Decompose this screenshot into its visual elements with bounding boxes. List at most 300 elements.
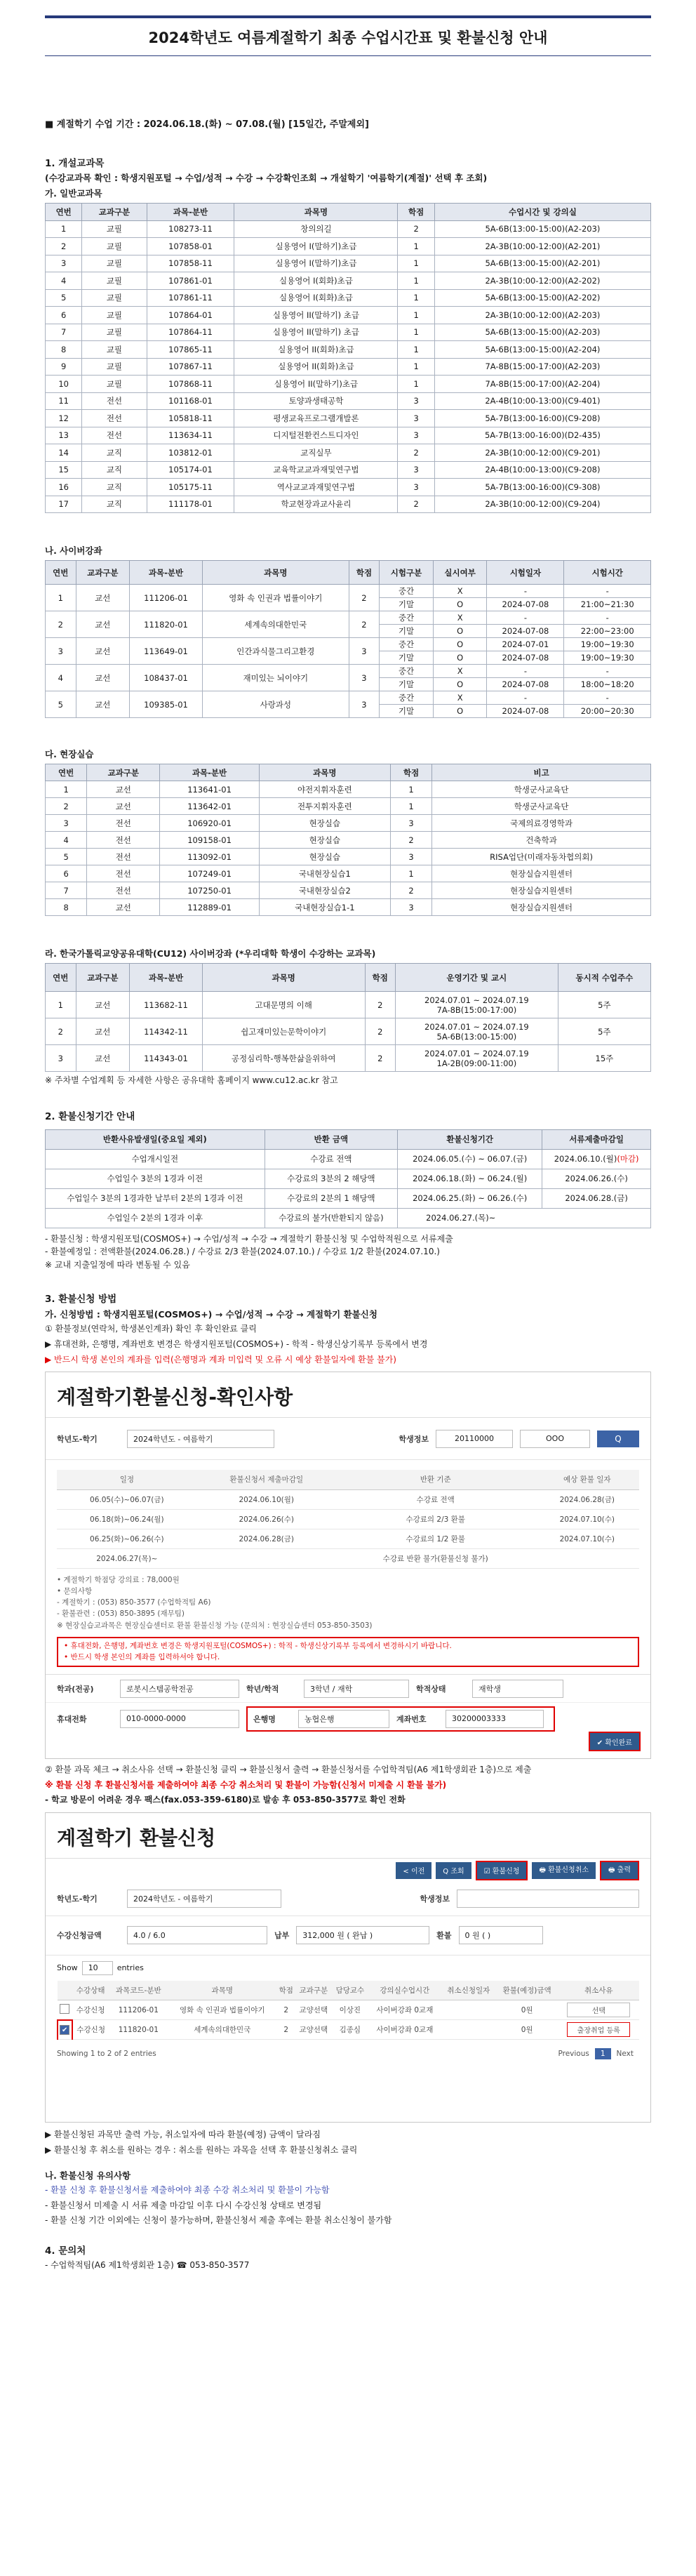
practice-cell: RISA업단(미래자동차협의회) [432,849,651,865]
page-1[interactable]: 1 [595,2048,611,2059]
year-label: 학년/학적 [246,1684,279,1694]
phone-label: 휴대전화 [57,1714,87,1724]
course-refund-col-header: 교과구분 [295,1981,332,2000]
course-refund-cell: 이상진 [332,2000,368,2020]
cu12-period-dates: 2024.07.01 ~ 2024.07.19 [424,995,529,1005]
general-cell: 3 [398,461,434,479]
panel-1-title: 계절학기환불신청-확인사항 [46,1372,650,1418]
cancel-reason-select[interactable]: 출장취업 등록 [567,2022,630,2037]
practice-cell: 107250-01 [160,882,259,899]
cyber-cell: X [433,691,487,705]
general-cell: 디지털전환컨스트디자인 [234,427,398,444]
schedule-col-header: 일정 [57,1470,197,1489]
cyber-cell: 2024-07-08 [487,651,564,665]
status-label: 학적상태 [416,1684,446,1694]
schedule-cell: 2024.07.10(수) [535,1529,639,1548]
practice-cell: 107249-01 [160,865,259,882]
practice-cell: 현장실습지원센터 [432,882,651,899]
refund-period-cell: 수업일수 3분의 1경과 이전 [46,1169,265,1188]
refund-label: 환불 [436,1931,452,1941]
student-id-field[interactable]: 20110000 [436,1430,513,1448]
panel-1-info-line: - 계절학기 : (053) 850-3577 (수업학적팀 A6) [57,1598,211,1607]
deadline-date: 2024.06.28.(금) [565,1193,628,1204]
course-refund-col-header: 수강상태 [72,1981,109,2000]
practice-cell: 1 [46,781,87,798]
page-size-select[interactable]: 10 [82,1961,113,1975]
panel-2-toolbar [46,1859,650,1883]
general-cell: 교직 [82,496,147,513]
cyber-cell: O [433,705,487,718]
general-cell: 실용영어 II(말하기)초급 [234,376,398,393]
general-cell: 107858-11 [147,255,234,272]
cyber-courses-heading: 나. 사이버강좌 [45,545,102,556]
schedule-row [57,1489,639,1509]
step-1: ① 환불정보(연락처, 학생본인계좌) 확인 후 확인완료 클릭 [45,1324,257,1334]
search-button[interactable]: Q [597,1430,639,1447]
panel-1-info-line: • 문의사항 [57,1586,93,1595]
row-checkbox[interactable]: ✔ [60,2025,69,2035]
refund-cancel-button[interactable]: 🖶 환불신청취소 [532,1862,596,1879]
general-cell: 3 [398,392,434,410]
section-1-heading: 1. 개설교과목 [45,158,105,169]
general-cell: 16 [46,479,82,496]
cyber-cell: 교선 [76,611,130,638]
prev-page[interactable]: Previous [558,2050,589,2059]
practice-cell: 야전지휘자훈련 [259,781,390,798]
general-cell: 9 [46,358,82,376]
cyber-cell: - [564,611,651,625]
general-cell: 1 [398,289,434,307]
cu12-cell: 113682-11 [130,992,203,1018]
cyber-cell: 교선 [76,665,130,691]
cyber-cell: 109385-01 [130,691,203,718]
practice-cell: 2 [390,832,431,849]
course-refund-cell: 영화 속 인권과 법률이야기 [168,2000,277,2020]
student-info-label: 학생정보 [399,1434,429,1444]
cyber-cell: 2024-07-08 [487,625,564,638]
cyber-cell: 4 [46,665,76,691]
cyber-cell: O [433,598,487,611]
general-cell: 전선 [82,392,147,410]
field-practice-heading: 다. 현장실습 [45,749,94,759]
practice-cell: 전선 [87,849,160,865]
panel-1-warn-line: • 반드시 학생 본인의 계좌를 입력하셔야 합니다. [64,1652,220,1661]
cyber-cell: 2 [46,611,76,638]
general-cell: 5A-6B(13:00-15:00)(A2-201) [434,255,650,272]
general-cell: 101168-01 [147,392,234,410]
cyber-cell: 19:00~19:30 [564,651,651,665]
general-cell: 105175-11 [147,479,234,496]
refund-period-cell: 수강료의 2분의 1 해당액 [265,1188,398,1208]
general-cell: 5A-6B(13:00-15:00)(A2-203) [434,220,650,238]
general-cell: 2A-3B(10:00-12:00)(A2-203) [434,307,650,324]
general-row [46,496,651,513]
schedule-cell: 06.18(화)~06.24(월) [57,1509,197,1529]
practice-row [46,865,651,882]
course-refund-cell: 사이버강좌 0교재 [368,2020,441,2040]
cu12-row [46,1018,651,1045]
general-cell: 교직 [82,479,147,496]
practice-cell: 112889-01 [160,899,259,916]
practice-cell: 3 [390,815,431,832]
cyber-cell: 111820-01 [130,611,203,638]
schedule-cell: 06.25(화)~06.26(수) [57,1529,197,1548]
reason-cell [558,2000,639,2020]
practice-cell: 2 [390,882,431,899]
practice-cell: 106920-01 [160,815,259,832]
course-refund-row [58,2020,639,2040]
general-col-header: 교과구분 [82,204,147,221]
college-label: 학과(전공) [57,1684,94,1694]
general-col-header: 과목-분반 [147,204,234,221]
general-cell: 105818-11 [147,410,234,427]
general-cell: 교육학교교과재및연구법 [234,461,398,479]
cu12-cell: 고대문명의 이해 [202,992,365,1018]
refund-note: - 환불예정일 : 전액환불(2024.06.28.) / 수강료 2/3 환불(2024.07.10.) / 수강료 1/2 환불(2024.07.10.) [45,1247,440,1257]
general-cell: 1 [398,272,434,290]
cyber-row [46,585,651,598]
cyber-cell: 18:00~18:20 [564,678,651,691]
general-cell: 1 [398,255,434,272]
general-cell: 2A-4B(10:00-13:00)(C9-208) [434,461,650,479]
practice-cell: 국제의료경영학과 [432,815,651,832]
cyber-cell: 19:00~19:30 [564,638,651,651]
general-cell: 5A-7B(13:00-16:00)(C9-308) [434,479,650,496]
search-button-2[interactable]: Q 조회 [436,1862,471,1879]
general-cell: 103812-01 [147,444,234,462]
course-refund-cell: 수강신청 [72,2020,109,2040]
cyber-col-header: 학점 [349,561,380,585]
panel-1-warn-line: • 휴대전화, 은행명, 계좌번호 변경은 학생지원포털(COSMOS+) : 학적 - 학생신상기록부 등록에서 변경하시기 바랍니다. [64,1641,452,1650]
cu12-col-header: 연번 [46,964,76,992]
course-refund-col-header [58,1981,72,2000]
practice-cell: 국내현장실습1-1 [259,899,390,916]
general-cell: 3 [46,255,82,272]
apply-method: 가. 신청방법 : 학생지원포털(COSMOS+) → 수업/성적 → 수강 → 계절학기 환불신청 [45,1309,377,1320]
general-cell: 교필 [82,272,147,290]
schedule-cell: 수강료 전액 [336,1489,535,1509]
cyber-cell: 기말 [380,625,434,638]
bank-field[interactable]: 농협은행 [298,1710,389,1728]
cyber-cell: 3 [46,638,76,665]
cu12-row [46,992,651,1018]
general-row [46,324,651,341]
cu12-footnote: ※ 주차별 수업계획 등 자세한 사항은 공유대학 홈페이지 www.cu12.ac.kr 참고 [45,1075,338,1085]
general-cell: 107858-01 [147,238,234,255]
cyber-cell: - [487,585,564,598]
practice-cell: 113641-01 [160,781,259,798]
general-cell: 실용영어 I(말하기)초급 [234,238,398,255]
general-cell: 5A-7B(13:00-16:00)(D2-435) [434,427,650,444]
practice-col-header: 과목-분반 [160,764,259,781]
cyber-cell: 기말 [380,678,434,691]
course-refund-cell: 0원 [496,2020,558,2040]
practice-cell: 교선 [87,781,160,798]
cyber-cell: 중간 [380,585,434,598]
confirm-button[interactable]: ✔ 확인완료 [590,1733,639,1750]
cu12-row [46,1045,651,1072]
cyber-cell: - [487,691,564,705]
general-cell: 107868-11 [147,376,234,393]
general-cell: 실용영어 II(말하기) 초급 [234,324,398,341]
practice-cell: 현장실습 [259,815,390,832]
general-cell: 1 [398,341,434,359]
practice-cell: 학생군사교육단 [432,798,651,815]
practice-row [46,798,651,815]
general-cell: 교직 [82,444,147,462]
cyber-col-header: 시험구분 [380,561,434,585]
general-cell: 2A-3B(10:00-12:00)(A2-202) [434,272,650,290]
cyber-cell: - [564,585,651,598]
practice-cell: 건축학과 [432,832,651,849]
general-cell: 교필 [82,220,147,238]
cyber-col-header: 과목-분반 [130,561,203,585]
course-refund-cell: 세계속의대한민국 [168,2020,277,2040]
cyber-col-header: 실시여부 [433,561,487,585]
schedule-cell: 2024.06.28(금) [197,1529,336,1548]
cu12-cell: 공정심리학-행복한삶을위하여 [202,1045,365,1072]
semester-label: 학년도-학기 [57,1434,98,1444]
panel-1-info-line: ※ 현장실습교과목은 현장실습센터로 환불 환불신청 가능 (문의처 : 현장실습센터 053-850-3503) [57,1621,373,1630]
general-courses-table [45,203,651,513]
section-2-heading: 2. 환불신청기간 안내 [45,1110,135,1122]
section-1-note: (수강교과목 확인 : 학생지원포털 → 수업/성적 → 수강 → 수강확인조회 → 개설학기 '여름학기(계절)' 선택 후 조회) [45,173,488,183]
practice-row [46,899,651,916]
row-checkbox[interactable] [60,2004,69,2014]
general-cell: 105174-01 [147,461,234,479]
cyber-row [46,691,651,705]
refund-period-row [46,1188,651,1208]
practice-cell: 현장실습지원센터 [432,865,651,882]
practice-cell: 3 [390,849,431,865]
general-cell: 창의의길 [234,220,398,238]
schedule-cell [535,1548,639,1568]
cu12-cell: 15주 [558,1045,650,1072]
course-refund-col-header: 취소신청일자 [441,1981,496,2000]
cyber-courses-table [45,560,651,718]
cyber-cell: 1 [46,585,76,611]
schedule-col-header: 예상 환불 일자 [535,1470,639,1489]
general-cell: 전선 [82,410,147,427]
general-cell: 평생교육프로그램개발론 [234,410,398,427]
refund-period-cell: 2024.06.25.(화) ~ 06.26.(수) [398,1188,542,1208]
refund-period-row [46,1149,651,1169]
general-row [46,341,651,359]
course-refund-cell [441,2000,496,2020]
schedule-cell: 2024.06.28(금) [535,1489,639,1509]
amount-label: 수강신청금액 [57,1931,102,1941]
cu12-cell: 3 [46,1045,76,1072]
next-page[interactable]: Next [616,2050,634,2059]
general-cell: 7A-8B(15:00-17:00)(A2-204) [434,376,650,393]
general-cell: 실용영어 I(말하기)초급 [234,255,398,272]
course-refund-col-header: 담당교수 [332,1981,368,2000]
course-refund-cell: 2 [277,2000,295,2020]
general-cell: 1 [398,324,434,341]
cyber-col-header: 시험일자 [487,561,564,585]
general-cell: 실용영어 II(말하기) 초급 [234,307,398,324]
deadline-date: 2024.06.26.(수) [565,1174,628,1184]
cu12-cell: 114342-11 [130,1018,203,1045]
general-row [46,410,651,427]
cu12-heading: 라. 한국가톨릭교양공유대학(CU12) 사이버강좌 (*우리대학 학생이 수강하는 교과목) [45,948,376,959]
refund-period-cell: 수강료의 불가(반환되지 않음) [265,1208,398,1228]
cyber-cell: 중간 [380,638,434,651]
cyber-cell: 2 [349,585,380,611]
practice-cell: 1 [390,798,431,815]
course-refund-col-header: 과목명 [168,1981,277,2000]
general-cell: 107865-11 [147,341,234,359]
course-refund-cell: 111820-01 [109,2020,168,2040]
cyber-cell: 111206-01 [130,585,203,611]
general-cell: 107867-11 [147,358,234,376]
course-refund-cell: 교양선택 [295,2020,332,2040]
refund-deadline [542,1169,651,1188]
cyber-cell: O [433,651,487,665]
refund-period-cell: 수업개시일전 [46,1149,265,1169]
panel-1-info-line: - 환불관련 : (053) 850-3895 (재무팀) [57,1609,185,1619]
college-field: 로봇시스템공학전공 [120,1680,239,1698]
course-refund-cell: 0원 [496,2000,558,2020]
general-row [46,461,651,479]
cyber-cell: 3 [349,691,380,718]
refund-period-cell: 2024.06.27.(목)~ [398,1208,651,1228]
cu12-table [45,963,651,1072]
cancel-reason-select[interactable]: 선택 [567,2003,630,2017]
refund-period-row [46,1169,651,1188]
caution-3: - 환불 신청 기간 이외에는 신청이 불가능하며, 환불신청서 제출 후에는 환불 취소신청이 불가함 [45,2215,392,2226]
cyber-cell: 3 [349,665,380,691]
general-row [46,392,651,410]
select-cell [58,2020,72,2040]
practice-col-header: 연번 [46,764,87,781]
cyber-col-header: 과목명 [202,561,349,585]
refund-period-col-header: 서류제출마감일 [542,1129,651,1149]
practice-cell: 1 [390,781,431,798]
semester-select-2[interactable]: 2024학년도 - 여름학기 [127,1890,281,1908]
cyber-cell: - [487,611,564,625]
year-field: 3학년 / 재학 [304,1680,409,1698]
general-cell: 교필 [82,289,147,307]
cu12-period [396,1045,558,1072]
general-cell: 13 [46,427,82,444]
general-col-header: 연번 [46,204,82,221]
cyber-col-header: 연번 [46,561,76,585]
course-refund-col-header: 학점 [277,1981,295,2000]
general-cell: 1 [398,307,434,324]
general-cell: 실용영어 II(회화)초급 [234,358,398,376]
account-field[interactable]: 30200003333 [446,1710,544,1728]
general-cell: 8 [46,341,82,359]
practice-cell: 8 [46,899,87,916]
refund-period-cell: 수업일수 2분의 1경과 이후 [46,1208,265,1228]
course-refund-cell: 수강신청 [72,2000,109,2020]
step-2-fax: - 학교 방문이 어려운 경우 팩스(fax.053-359-6180)로 발송 후 053-850-3577로 확인 전화 [45,1795,406,1805]
general-cell: 교필 [82,255,147,272]
cyber-cell: 영화 속 인권과 법률이야기 [202,585,349,611]
cu12-cell: 114343-01 [130,1045,203,1072]
practice-cell: 교선 [87,899,160,916]
refund-note: ※ 교내 지출일정에 따라 변동될 수 있음 [45,1259,190,1270]
practice-cell: 현장실습 [259,849,390,865]
schedule-cell: 06.05(수)~06.07(금) [57,1489,197,1509]
practice-cell: 교선 [87,798,160,815]
cyber-cell: - [487,665,564,678]
semester-label-2: 학년도-학기 [57,1894,98,1904]
practice-cell: 113642-01 [160,798,259,815]
cu12-col-header: 과목-분반 [130,964,203,992]
refund-period-col-header: 환불신청기간 [398,1129,542,1149]
practice-cell: 현장실습지원센터 [432,899,651,916]
general-cell: 107861-11 [147,289,234,307]
cu12-cell: 1 [46,992,76,1018]
general-cell: 3 [398,479,434,496]
semester-select[interactable]: 2024학년도 - 여름학기 [127,1430,274,1448]
cu12-col-header: 운영기간 및 교시 [396,964,558,992]
print-button[interactable]: 🖶 출력 [601,1862,638,1879]
general-cell: 2A-3B(10:00-12:00)(A2-201) [434,238,650,255]
general-cell: 3 [398,410,434,427]
practice-cell: 5 [46,849,87,865]
cu12-period [396,992,558,1018]
caution-2: - 환불신청서 미제출 시 서류 제출 마감일 이후 다시 수강신청 상태로 변경됨 [45,2200,322,2210]
general-cell: 2 [398,496,434,513]
status-field: 재학생 [472,1680,563,1698]
general-cell: 113634-11 [147,427,234,444]
refund-field: 0 원 ( ) [459,1926,543,1944]
cyber-row [46,665,651,678]
practice-cell: 113092-01 [160,849,259,865]
student-name-field[interactable]: OOO [520,1430,590,1448]
cyber-cell: 기말 [380,651,434,665]
general-courses-heading: 가. 일반교과목 [45,188,102,199]
cyber-cell: 기말 [380,598,434,611]
general-row [46,479,651,496]
refund-deadline [542,1149,651,1169]
bank-label: 은행명 [253,1714,276,1724]
refund-apply-button[interactable]: ☑ 환불신청 [477,1862,527,1879]
general-cell: 1 [398,358,434,376]
general-cell: 7A-8B(15:00-17:00)(A2-203) [434,358,650,376]
cyber-cell: 인간과식물그리고환경 [202,638,349,665]
general-row [46,307,651,324]
prev-button[interactable]: < 이전 [396,1862,431,1879]
select-cell [58,2000,72,2020]
cyber-row [46,638,651,651]
general-cell: 교필 [82,238,147,255]
caution-heading: 나. 환불신청 유의사항 [45,2170,131,2182]
cu12-col-header: 동시적 수업주수 [558,964,650,992]
general-row [46,289,651,307]
general-cell: 7 [46,324,82,341]
general-cell: 4 [46,272,82,290]
student-info-field-2 [457,1890,639,1908]
cyber-cell: 재미있는 뇌이야기 [202,665,349,691]
cu12-period-dates: 2024.07.01 ~ 2024.07.19 [424,1048,529,1058]
document [0,15,696,2576]
cyber-cell: 사랑과성 [202,691,349,718]
general-cell: 10 [46,376,82,393]
general-row [46,444,651,462]
cyber-cell: 교선 [76,691,130,718]
cu12-cell: 5주 [558,1018,650,1045]
cyber-cell: - [564,691,651,705]
schedule-col-header: 환불신청서 제출마감일 [197,1470,336,1489]
general-row [46,220,651,238]
cyber-row [46,611,651,625]
schedule-cell: 2024.06.10(월) [197,1489,336,1509]
cyber-cell: 108437-01 [130,665,203,691]
